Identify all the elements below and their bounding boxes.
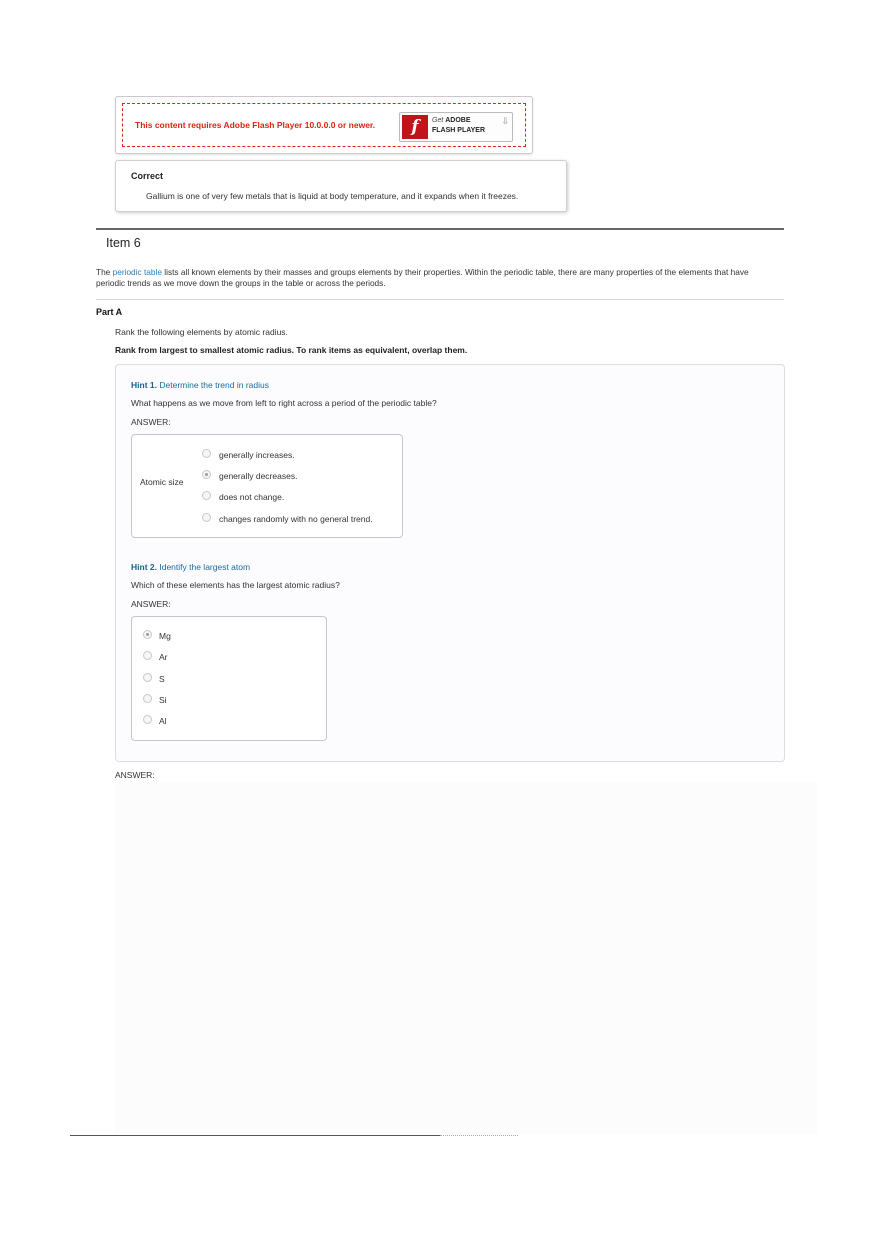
hint-2-radio-4[interactable] <box>143 715 152 724</box>
hint-1-radio-0[interactable] <box>202 449 211 458</box>
part-instruction-bold: Rank from largest to smallest atomic radius. To rank items as equivalent, overlap them. <box>115 345 468 355</box>
hint-2-option-4: Al <box>159 716 167 726</box>
part-instruction: Rank the following elements by atomic radius. <box>115 327 288 337</box>
hint-2-radio-3[interactable] <box>143 694 152 703</box>
hint-1-option-0: generally increases. <box>219 450 295 460</box>
footer-divider-dotted <box>440 1135 518 1136</box>
hint-2-radio-2[interactable] <box>143 673 152 682</box>
feedback-title: Correct <box>131 171 164 181</box>
hint-1-option-2: does not change. <box>219 492 285 502</box>
hint-2-question: Which of these elements has the largest atomic radius? <box>131 580 340 590</box>
hint-2-answer-label: ANSWER: <box>131 599 171 609</box>
item-intro: The periodic table lists all known elements by their masses and groups elements by their properties. Within the periodic table, there are many properties of the elements that have periodic trends as we move down the groups in the table or across the periods. <box>96 267 749 288</box>
part-divider <box>96 299 784 300</box>
ranking-answer-area[interactable] <box>115 782 817 1134</box>
atomic-size-label: Atomic size <box>140 477 184 487</box>
download-arrow-icon: ⇩ <box>501 116 509 126</box>
hint-1-question: What happens as we move from left to right across a period of the periodic table? <box>131 398 437 408</box>
hint-1-option-1: generally decreases. <box>219 471 298 481</box>
flash-message: This content requires Adobe Flash Player 10.0.0.0 or newer. <box>135 120 376 130</box>
hint-1-answer-label: ANSWER: <box>131 417 171 427</box>
hint-2-choices <box>131 616 327 741</box>
hint-2-option-1: Ar <box>159 652 168 662</box>
hint-1-radio-1[interactable] <box>202 470 211 479</box>
part-a-answer-label: ANSWER: <box>115 770 155 780</box>
hint-1-choices <box>131 434 403 538</box>
hint-2-option-3: Si <box>159 695 167 705</box>
hint-2-header[interactable]: Hint 2. Identify the largest atom <box>131 562 251 572</box>
hint-2-radio-0[interactable] <box>143 630 152 639</box>
hint-2-option-2: S <box>159 674 165 684</box>
hint-2-radio-1[interactable] <box>143 651 152 660</box>
hint-1-header[interactable]: Hint 1. Determine the trend in radius <box>131 380 269 390</box>
part-label: Part A <box>96 307 123 317</box>
footer-divider <box>70 1135 440 1136</box>
hint-1-radio-3[interactable] <box>202 513 211 522</box>
item-title: Item 6 <box>106 236 141 250</box>
hint-2-option-0: Mg <box>159 631 171 641</box>
hint-1-radio-2[interactable] <box>202 491 211 500</box>
flash-notice <box>115 96 533 154</box>
flash-notice-border <box>122 103 526 147</box>
flash-badge-player: FLASH PLAYER <box>432 127 486 134</box>
hint-1-option-3: changes randomly with no general trend. <box>219 514 373 524</box>
item-divider <box>96 228 784 230</box>
flash-logo-icon: f <box>402 115 428 139</box>
feedback-text: Gallium is one of very few metals that is liquid at body temperature, and it expands when it freezes. <box>146 191 519 201</box>
flash-badge-get: Get ADOBE <box>432 117 471 124</box>
correct-feedback <box>115 160 567 212</box>
get-flash-player-button[interactable] <box>399 112 513 142</box>
periodic-table-link[interactable]: periodic table <box>112 267 162 277</box>
hints-panel <box>115 364 785 762</box>
